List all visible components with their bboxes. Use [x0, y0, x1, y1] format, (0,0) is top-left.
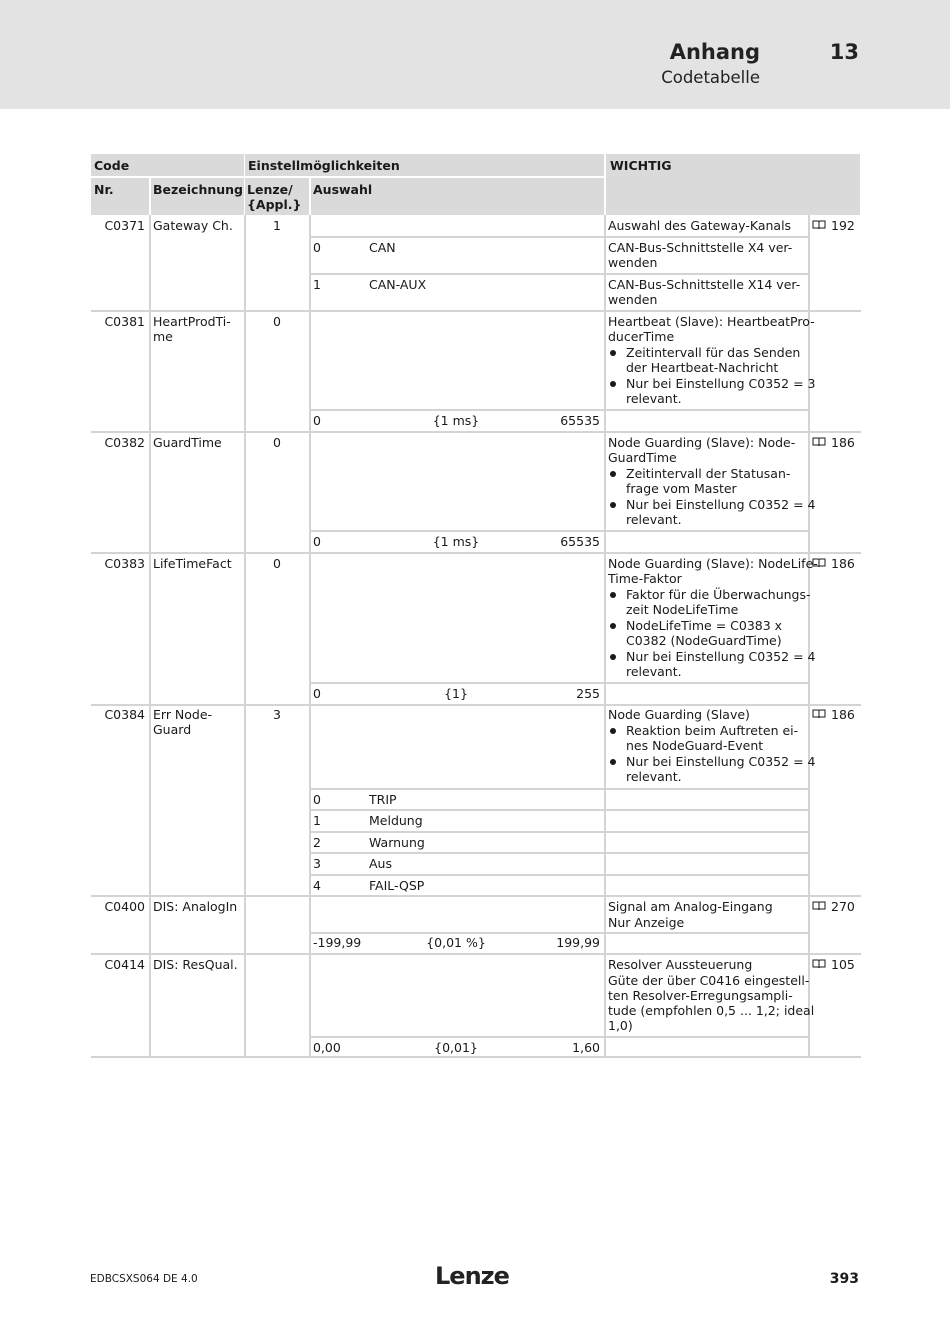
row-rule	[311, 852, 808, 854]
section-subtitle: Codetabelle	[661, 68, 760, 87]
bullet-icon	[610, 502, 616, 508]
row-rule	[311, 236, 808, 238]
row-rule	[91, 953, 861, 955]
th-auswahl: Auswahl	[311, 178, 604, 215]
chapter-number: 13	[829, 40, 859, 64]
row-rule	[91, 704, 861, 706]
bullet-icon	[610, 623, 616, 629]
th-bezeichnung: Bezeichnung	[151, 178, 244, 215]
row-rule	[91, 552, 861, 554]
row-rule	[91, 310, 861, 312]
row-rule	[311, 932, 808, 934]
book-reference-icon	[812, 959, 826, 969]
bullet-icon	[610, 592, 616, 598]
col-rule	[244, 215, 246, 1057]
row-rule	[311, 1036, 808, 1038]
th-einstell: Einstellmöglichkeiten	[245, 154, 604, 176]
book-reference-icon	[812, 558, 826, 568]
th-nr: Nr.	[91, 178, 149, 215]
row-rule	[311, 788, 808, 790]
row-rule	[311, 530, 808, 532]
row-rule	[91, 1056, 861, 1058]
row-rule	[311, 273, 808, 275]
row-rule	[311, 874, 808, 876]
bullet-icon	[610, 654, 616, 660]
page-number: 393	[829, 1271, 859, 1287]
bullet-icon	[610, 728, 616, 734]
bullet-icon	[610, 350, 616, 356]
book-reference-icon	[812, 901, 826, 911]
col-rule	[808, 215, 810, 1057]
col-rule	[604, 215, 606, 1057]
book-reference-icon	[812, 437, 826, 447]
bullet-icon	[610, 759, 616, 765]
row-rule	[91, 431, 861, 433]
th-code: Code	[91, 154, 244, 176]
book-reference-icon	[812, 220, 826, 230]
document-id: EDBCSXS064 DE 4.0	[90, 1273, 198, 1285]
row-rule	[311, 409, 808, 411]
row-rule	[311, 682, 808, 684]
row-rule	[311, 831, 808, 833]
bullet-icon	[610, 381, 616, 387]
th-lenze: Lenze/ {Appl.}	[245, 178, 309, 215]
th-wichtig: WICHTIG	[606, 154, 860, 215]
col-rule	[309, 215, 311, 1057]
page-header	[0, 0, 950, 109]
book-reference-icon	[812, 709, 826, 719]
lenze-logo: Lenze	[435, 1262, 509, 1290]
col-rule	[149, 215, 151, 1057]
row-rule	[311, 809, 808, 811]
row-rule	[91, 895, 861, 897]
chapter-title: Anhang	[669, 40, 760, 64]
bullet-icon	[610, 471, 616, 477]
